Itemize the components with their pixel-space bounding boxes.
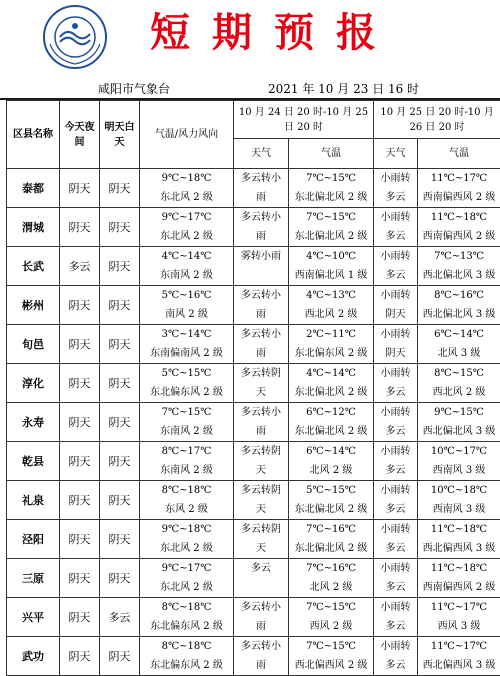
- col-tonight: 今天夜间: [60, 101, 100, 169]
- tonight-weather: 阴天: [60, 208, 100, 247]
- p2-weather-line2: 多云: [374, 578, 417, 597]
- p1-weather-line1: 多云转小: [234, 208, 288, 227]
- temp-wind-cell: [140, 364, 234, 403]
- p1-wind: 东北偏北风 2 级: [289, 500, 373, 519]
- temp-wind-cell: [140, 403, 234, 442]
- p2-temp-cell: [418, 481, 500, 520]
- p2-weather-cell: [374, 169, 418, 208]
- col-period-1: 10 月 24 日 20 时-10 月 25 日 20 时: [234, 101, 374, 139]
- table-row: [7, 559, 500, 598]
- p2-weather-cell: [374, 598, 418, 637]
- p1-weather-cell: [234, 364, 289, 403]
- p2-temp-range: 11℃~18℃: [418, 520, 500, 539]
- temp-range: 7℃~15℃: [140, 403, 233, 422]
- p1-temp-range: 4℃~14℃: [289, 364, 373, 383]
- p2-weather-line1: 小雨转: [374, 598, 417, 617]
- p1-temp-cell: [289, 364, 374, 403]
- p2-wind: 西北偏西风 3 级: [418, 539, 500, 558]
- p1-weather-line1: 多云转小: [234, 637, 288, 656]
- p1-weather-line2: 雨: [234, 656, 288, 675]
- temp-wind-cell: [140, 559, 234, 598]
- table-row: [7, 286, 500, 325]
- temp-range: 5℃~16℃: [140, 286, 233, 305]
- p1-temp-range: 6℃~12℃: [289, 403, 373, 422]
- p2-weather-cell: [374, 364, 418, 403]
- p2-weather-line2: 多云: [374, 266, 417, 285]
- p2-weather-cell: [374, 637, 418, 676]
- p2-temp-cell: [418, 559, 500, 598]
- wind: 东北偏东风 2 级: [140, 383, 233, 402]
- temp-wind-cell: [140, 286, 234, 325]
- p2-weather-line1: 小雨转: [374, 208, 417, 227]
- county-name: 三原: [7, 559, 60, 598]
- col-p1-weather: 天气: [234, 139, 289, 169]
- p2-temp-range: 10℃~17℃: [418, 442, 500, 461]
- p2-weather-line2: 多云: [374, 617, 417, 636]
- p2-temp-range: 11℃~17℃: [418, 598, 500, 617]
- p2-weather-line2: 阴天: [374, 305, 417, 324]
- county-name: 彬州: [7, 286, 60, 325]
- temp-range: 9℃~17℃: [140, 559, 233, 578]
- p1-weather-cell: [234, 559, 289, 598]
- p1-temp-cell: [289, 520, 374, 559]
- p2-wind: 西北风 2 级: [418, 383, 500, 402]
- p1-weather-line1: 多云: [234, 559, 288, 578]
- wind: 东风 2 级: [140, 500, 233, 519]
- p2-temp-range: 6℃~14℃: [418, 325, 500, 344]
- temp-wind-cell: [140, 325, 234, 364]
- table-row: [7, 520, 500, 559]
- p1-weather-line2: 雨: [234, 305, 288, 324]
- col-tomorrow-day: 明天白天: [100, 101, 140, 169]
- p2-weather-line2: 多云: [374, 539, 417, 558]
- wind: 东南风 2 级: [140, 266, 233, 285]
- county-name: 永寿: [7, 403, 60, 442]
- county-name: 礼泉: [7, 481, 60, 520]
- p2-temp-range: 10℃~18℃: [418, 481, 500, 500]
- p1-weather-line2: 雨: [234, 227, 288, 246]
- p1-weather-line2: 雨: [234, 344, 288, 363]
- p2-temp-range: 11℃~17℃: [418, 169, 500, 188]
- col-p2-temp: 气温: [418, 139, 500, 169]
- p1-wind: 东北偏东风 2 级: [289, 344, 373, 363]
- tonight-weather: 阴天: [60, 169, 100, 208]
- p1-weather-line1: 多云转阴: [234, 520, 288, 539]
- p2-weather-line1: 小雨转: [374, 403, 417, 422]
- p2-wind: 西南偏西风 2 级: [418, 188, 500, 207]
- p1-weather-line1: 多云转阴: [234, 442, 288, 461]
- wind: 东北偏东风 2 级: [140, 656, 233, 675]
- col-period-2: 10 月 25 日 20 时-10 月 26 日 20 时: [374, 101, 500, 139]
- p1-weather-line2: [234, 266, 288, 285]
- p1-weather-line1: 多云转小: [234, 169, 288, 188]
- p2-temp-cell: [418, 286, 500, 325]
- county-name: 长武: [7, 247, 60, 286]
- table-row: [7, 637, 500, 676]
- temp-range: 8℃~18℃: [140, 598, 233, 617]
- temp-wind-cell: [140, 442, 234, 481]
- col-temp-wind: 气温/风力风向: [140, 101, 234, 169]
- tomorrow-weather: 阴天: [100, 637, 140, 676]
- p2-temp-range: 11℃~18℃: [418, 208, 500, 227]
- county-name: 渭城: [7, 208, 60, 247]
- p1-temp-range: 7℃~15℃: [289, 169, 373, 188]
- table-row: [7, 169, 500, 208]
- p2-weather-line1: 小雨转: [374, 637, 417, 656]
- tomorrow-weather: 阴天: [100, 559, 140, 598]
- p1-temp-range: 7℃~15℃: [289, 598, 373, 617]
- p1-wind: 西北偏西风 2 级: [289, 656, 373, 675]
- temp-range: 9℃~18℃: [140, 520, 233, 539]
- p1-weather-cell: [234, 325, 289, 364]
- p2-temp-cell: [418, 364, 500, 403]
- p1-temp-range: 7℃~15℃: [289, 208, 373, 227]
- p1-temp-cell: [289, 598, 374, 637]
- p2-wind: 西北偏北风 3 级: [418, 266, 500, 285]
- wind: 东北风 2 级: [140, 539, 233, 558]
- tonight-weather: 阴天: [60, 637, 100, 676]
- table-row: [7, 403, 500, 442]
- tomorrow-weather: 阴天: [100, 403, 140, 442]
- tonight-weather: 阴天: [60, 286, 100, 325]
- p1-temp-range: 7℃~15℃: [289, 637, 373, 656]
- p2-temp-range: 11℃~18℃: [418, 559, 500, 578]
- p1-wind: 北风 2 级: [289, 578, 373, 597]
- p1-weather-line2: 雨: [234, 188, 288, 207]
- p2-weather-cell: [374, 403, 418, 442]
- p1-weather-cell: [234, 481, 289, 520]
- p1-weather-cell: [234, 403, 289, 442]
- p2-weather-line2: 多云: [374, 422, 417, 441]
- p2-weather-line1: 小雨转: [374, 442, 417, 461]
- p2-weather-line1: 小雨转: [374, 169, 417, 188]
- temp-range: 9℃~17℃: [140, 208, 233, 227]
- tonight-weather: 阴天: [60, 442, 100, 481]
- tonight-weather: 阴天: [60, 325, 100, 364]
- temp-wind-cell: [140, 637, 234, 676]
- p2-temp-cell: [418, 520, 500, 559]
- tomorrow-weather: 多云: [100, 598, 140, 637]
- p2-wind: 西北偏北风 3 级: [418, 422, 500, 441]
- temp-wind-cell: [140, 208, 234, 247]
- p1-weather-line2: [234, 578, 288, 597]
- p1-weather-line1: 多云转阴: [234, 364, 288, 383]
- temp-range: 8℃~18℃: [140, 637, 233, 656]
- p1-wind: 西北风 2 级: [289, 305, 373, 324]
- p2-wind: 西风 3 级: [418, 617, 500, 636]
- p2-weather-cell: [374, 286, 418, 325]
- temp-range: 5℃~15℃: [140, 364, 233, 383]
- p1-weather-line2: 天: [234, 500, 288, 519]
- p1-temp-range: 4℃~13℃: [289, 286, 373, 305]
- p2-temp-cell: [418, 208, 500, 247]
- p1-weather-line1: 多云转阴: [234, 481, 288, 500]
- p1-weather-line2: 天: [234, 539, 288, 558]
- tomorrow-weather: 阴天: [100, 325, 140, 364]
- wind: 东北偏东风 2 级: [140, 617, 233, 636]
- p2-temp-range: 9℃~15℃: [418, 403, 500, 422]
- wind: 东南偏南风 2 级: [140, 344, 233, 363]
- p1-temp-range: 4℃~10℃: [289, 247, 373, 266]
- tonight-weather: 阴天: [60, 364, 100, 403]
- temp-wind-cell: [140, 169, 234, 208]
- table-row: [7, 598, 500, 637]
- p2-wind: 北风 3 级: [418, 344, 500, 363]
- p1-weather-line1: 多云转小: [234, 286, 288, 305]
- temp-range: 8℃~17℃: [140, 442, 233, 461]
- p1-weather-line1: 雾转小雨: [234, 247, 288, 266]
- tomorrow-weather: 阴天: [100, 247, 140, 286]
- county-name: 武功: [7, 637, 60, 676]
- p2-weather-line2: 阴天: [374, 344, 417, 363]
- p1-temp-range: 6℃~14℃: [289, 442, 373, 461]
- county-name: 旬邑: [7, 325, 60, 364]
- county-name: 泰都: [7, 169, 60, 208]
- p1-weather-line1: 多云转小: [234, 325, 288, 344]
- temp-wind-cell: [140, 598, 234, 637]
- p2-weather-line1: 小雨转: [374, 364, 417, 383]
- p2-weather-line1: 小雨转: [374, 286, 417, 305]
- col-p2-weather: 天气: [374, 139, 418, 169]
- tonight-weather: 阴天: [60, 598, 100, 637]
- temp-range: 4℃~14℃: [140, 247, 233, 266]
- p1-weather-line2: 天: [234, 461, 288, 480]
- p2-weather-cell: [374, 481, 418, 520]
- table-row: [7, 442, 500, 481]
- p1-wind: 东北偏北风 2 级: [289, 383, 373, 402]
- p2-temp-cell: [418, 325, 500, 364]
- p2-temp-cell: [418, 637, 500, 676]
- tomorrow-weather: 阴天: [100, 286, 140, 325]
- p2-weather-line1: 小雨转: [374, 520, 417, 539]
- tonight-weather: 阴天: [60, 481, 100, 520]
- p1-wind: 西南偏北风 1 级: [289, 266, 373, 285]
- p2-weather-cell: [374, 442, 418, 481]
- col-p1-temp: 气温: [289, 139, 374, 169]
- temp-range: 8℃~18℃: [140, 481, 233, 500]
- page-title: 短期预报: [150, 8, 420, 58]
- p2-weather-cell: [374, 247, 418, 286]
- p2-weather-line2: 多云: [374, 227, 417, 246]
- p2-weather-cell: [374, 325, 418, 364]
- col-county: 区县名称: [7, 101, 60, 169]
- issue-time: 2021 年 10 月 23 日 16 时: [268, 80, 419, 97]
- p2-weather-line2: 多云: [374, 188, 417, 207]
- table-row: [7, 325, 500, 364]
- p2-wind: 西南偏西风 2 级: [418, 578, 500, 597]
- p1-temp-range: 7℃~16℃: [289, 520, 373, 539]
- p1-temp-cell: [289, 559, 374, 598]
- wind: 东南风 2 级: [140, 422, 233, 441]
- county-name: 泾阳: [7, 520, 60, 559]
- p2-temp-cell: [418, 169, 500, 208]
- forecast-table: [6, 100, 500, 676]
- county-name: 乾县: [7, 442, 60, 481]
- temp-wind-cell: [140, 520, 234, 559]
- p1-temp-cell: [289, 403, 374, 442]
- table-row: [7, 364, 500, 403]
- wind: 东北风 2 级: [140, 188, 233, 207]
- p2-temp-cell: [418, 247, 500, 286]
- p1-temp-cell: [289, 169, 374, 208]
- p1-weather-cell: [234, 598, 289, 637]
- temp-range: 9℃~18℃: [140, 169, 233, 188]
- p1-wind: 东北偏北风 2 级: [289, 188, 373, 207]
- p2-temp-cell: [418, 598, 500, 637]
- p1-wind: 东北偏北风 2 级: [289, 422, 373, 441]
- p1-temp-cell: [289, 208, 374, 247]
- p1-weather-line2: 雨: [234, 617, 288, 636]
- p1-wind: 东北偏北风 2 级: [289, 539, 373, 558]
- p2-weather-line2: 多云: [374, 383, 417, 402]
- p1-temp-cell: [289, 286, 374, 325]
- tonight-weather: 阴天: [60, 520, 100, 559]
- p2-weather-cell: [374, 559, 418, 598]
- p2-weather-line2: 多云: [374, 500, 417, 519]
- p2-weather-line2: 多云: [374, 656, 417, 675]
- wind: 东南风 2 级: [140, 461, 233, 480]
- wind: 东北风 2 级: [140, 227, 233, 246]
- tomorrow-weather: 阴天: [100, 442, 140, 481]
- p1-weather-line2: 雨: [234, 422, 288, 441]
- p2-temp-cell: [418, 403, 500, 442]
- p1-wind: 东北偏北风 2 级: [289, 227, 373, 246]
- table-row: [7, 247, 500, 286]
- county-name: 兴平: [7, 598, 60, 637]
- meteorological-emblem-icon: [42, 4, 108, 70]
- tomorrow-weather: 阴天: [100, 364, 140, 403]
- tomorrow-weather: 阴天: [100, 520, 140, 559]
- tomorrow-weather: 阴天: [100, 481, 140, 520]
- tomorrow-weather: 阴天: [100, 208, 140, 247]
- p2-weather-line1: 小雨转: [374, 247, 417, 266]
- p2-wind: 西北偏北风 3 级: [418, 305, 500, 324]
- p1-weather-cell: [234, 247, 289, 286]
- p2-wind: 西南风 3 级: [418, 461, 500, 480]
- temp-range: 3℃~14℃: [140, 325, 233, 344]
- p1-temp-cell: [289, 247, 374, 286]
- p2-wind: 西南偏西风 2 级: [418, 227, 500, 246]
- p1-temp-range: 5℃~15℃: [289, 481, 373, 500]
- p2-weather-cell: [374, 208, 418, 247]
- p2-temp-range: 8℃~16℃: [418, 286, 500, 305]
- p1-temp-range: 7℃~16℃: [289, 559, 373, 578]
- p1-weather-cell: [234, 442, 289, 481]
- p2-weather-line1: 小雨转: [374, 481, 417, 500]
- tonight-weather: 阴天: [60, 559, 100, 598]
- p2-temp-cell: [418, 442, 500, 481]
- p2-wind: 西北偏西风 3 级: [418, 656, 500, 675]
- p1-weather-line1: 多云转小: [234, 598, 288, 617]
- p1-temp-range: 2℃~11℃: [289, 325, 373, 344]
- p1-weather-line1: 多云转小: [234, 403, 288, 422]
- p1-weather-cell: [234, 208, 289, 247]
- tonight-weather: 多云: [60, 247, 100, 286]
- p1-temp-cell: [289, 637, 374, 676]
- table-row: [7, 481, 500, 520]
- p1-weather-cell: [234, 520, 289, 559]
- county-name: 淳化: [7, 364, 60, 403]
- p1-weather-cell: [234, 637, 289, 676]
- p1-temp-cell: [289, 325, 374, 364]
- p2-temp-range: 8℃~15℃: [418, 364, 500, 383]
- temp-wind-cell: [140, 481, 234, 520]
- wind: 东北风 2 级: [140, 578, 233, 597]
- p2-weather-line1: 小雨转: [374, 325, 417, 344]
- tomorrow-weather: 阴天: [100, 169, 140, 208]
- p2-weather-line1: 小雨转: [374, 559, 417, 578]
- tonight-weather: 阴天: [60, 403, 100, 442]
- issuing-office: 咸阳市气象台: [98, 80, 170, 97]
- p2-temp-range: 7℃~13℃: [418, 247, 500, 266]
- p2-temp-range: 11℃~17℃: [418, 637, 500, 656]
- p1-temp-cell: [289, 442, 374, 481]
- p1-wind: 北风 2 级: [289, 461, 373, 480]
- p2-wind: 西南风 3 级: [418, 500, 500, 519]
- p1-weather-cell: [234, 169, 289, 208]
- p1-weather-line2: 天: [234, 383, 288, 402]
- p1-wind: 西风 2 级: [289, 617, 373, 636]
- wind: 南风 2 级: [140, 305, 233, 324]
- p1-weather-cell: [234, 286, 289, 325]
- temp-wind-cell: [140, 247, 234, 286]
- p2-weather-cell: [374, 520, 418, 559]
- p2-weather-line2: 多云: [374, 461, 417, 480]
- table-row: [7, 208, 500, 247]
- p1-temp-cell: [289, 481, 374, 520]
